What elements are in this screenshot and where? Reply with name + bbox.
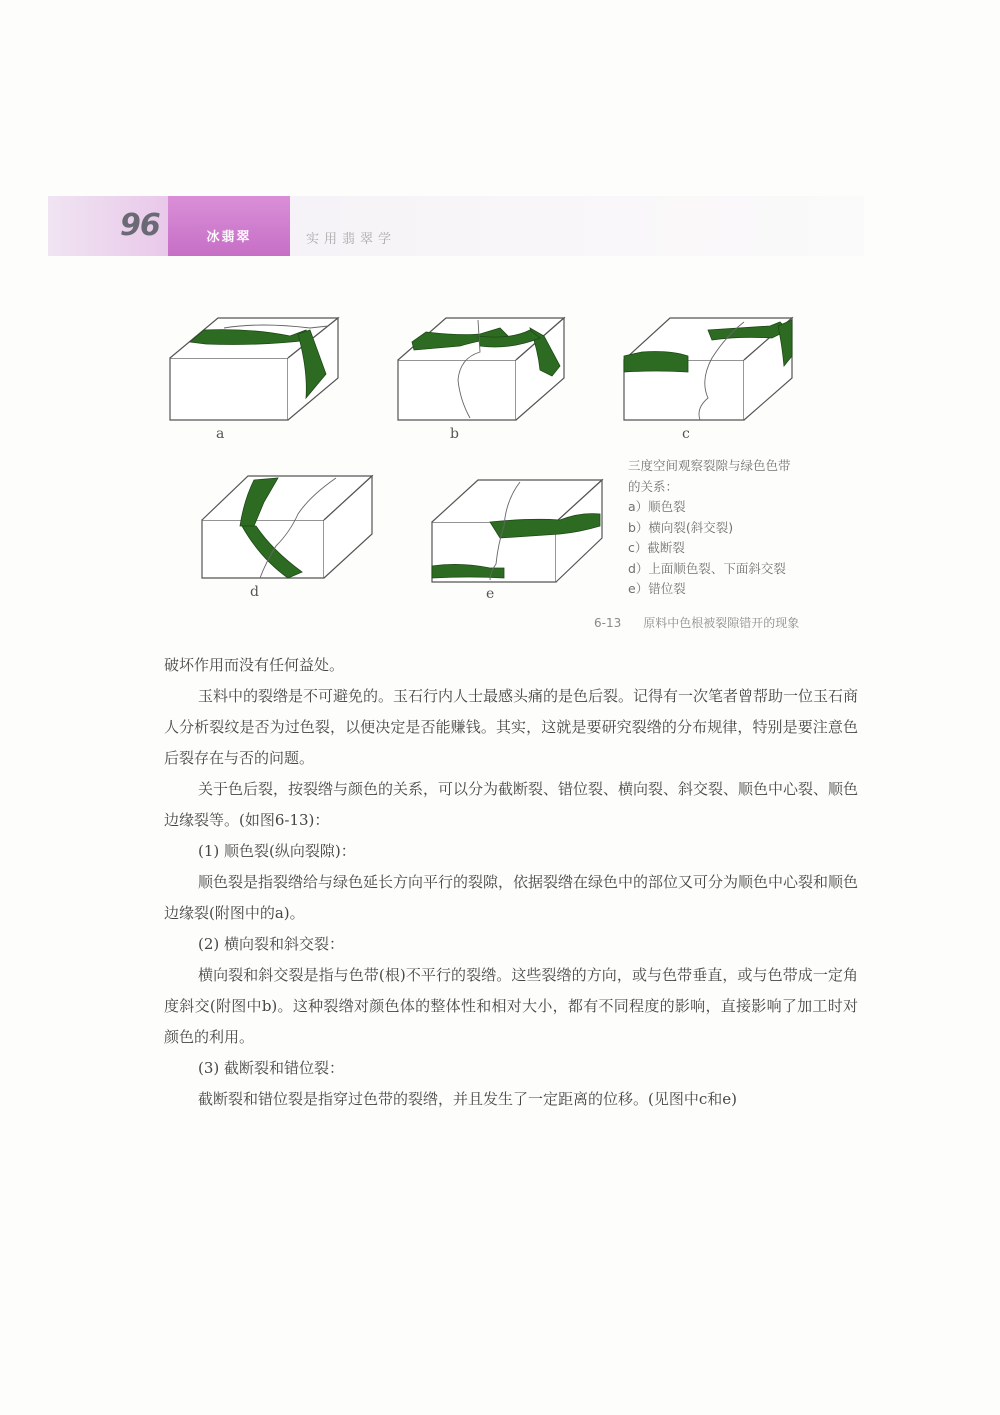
brand-logo-text: 冰翡翠 xyxy=(206,230,252,245)
subheading-2: (2) 横向裂和斜交裂： xyxy=(198,935,345,953)
panel-label-c: c xyxy=(682,426,690,442)
legend-item-e: e）错位裂 xyxy=(628,581,686,596)
paragraph-2: 玉料中的裂绺是不可避免的。玉石行内人士最感头痛的是色后裂。记得有一次笔者曾帮助一位玉石商人分析裂纹是否为过色裂，以便决定是否能赚钱。其实，这就是要研究裂绺的分布规律，特别是要注意色后裂存在与否的问题。 xyxy=(164,687,859,767)
green-band-c xyxy=(624,352,688,373)
paragraph-5: 横向裂和斜交裂是指与色带(根)不平行的裂绺。这些裂绺的方向，或与色带垂直，或与色带成一定角度斜交(附图中b)。这种裂绺对颜色体的整体性和相对大小，都有不同程度的影响，直接影响了加工时对颜色的利用。 xyxy=(164,966,858,1046)
legend-title-line1: 三度空间观察裂隙与绿色色带 xyxy=(628,458,791,473)
figure-caption xyxy=(594,614,799,631)
legend-item-b: b）横向裂(斜交裂) xyxy=(628,519,734,535)
subheading-3: (3) 截断裂和错位裂： xyxy=(198,1059,345,1077)
page-number: 96 xyxy=(120,208,160,243)
panel-label-a: a xyxy=(216,426,225,442)
paragraph-6: 截断裂和错位裂是指穿过色带的裂绺，并且发生了一定距离的位移。(见图中c和e) xyxy=(198,1090,737,1108)
paragraph-4: 顺色裂是指裂绺给与绿色延长方向平行的裂隙，依据裂绺在绿色中的部位又可分为顺色中心裂和顺色边缘裂(附图中的a)。 xyxy=(164,873,859,922)
panel-label-b: b xyxy=(450,426,459,442)
running-title: 实用翡翠学 xyxy=(306,232,397,247)
figure-legend xyxy=(628,456,858,600)
subheading-1: (1) 顺色裂(纵向裂隙)： xyxy=(198,842,356,860)
legend-item-a: a）顺色裂 xyxy=(628,499,686,514)
panel-label-d: d xyxy=(250,584,259,600)
panel-label-e: e xyxy=(486,586,495,602)
figure-6-13 xyxy=(160,300,860,640)
legend-item-c: c）截断裂 xyxy=(628,540,685,555)
body-text xyxy=(164,650,858,1115)
legend-item-d: d）上面顺色裂、下面斜交裂 xyxy=(628,560,786,576)
legend-title-line2: 的关系： xyxy=(628,478,679,494)
figure-caption-number: 6-13 xyxy=(594,616,622,630)
paragraph-1: 破坏作用而没有任何益处。 xyxy=(164,656,345,674)
paragraph-3: 关于色后裂，按裂绺与颜色的关系，可以分为截断裂、错位裂、横向裂、斜交裂、顺色中心裂、顺色边缘裂等。(如图6-13)： xyxy=(164,780,859,829)
figure-caption-text: 原料中色根被裂隙错开的现象 xyxy=(643,616,800,630)
